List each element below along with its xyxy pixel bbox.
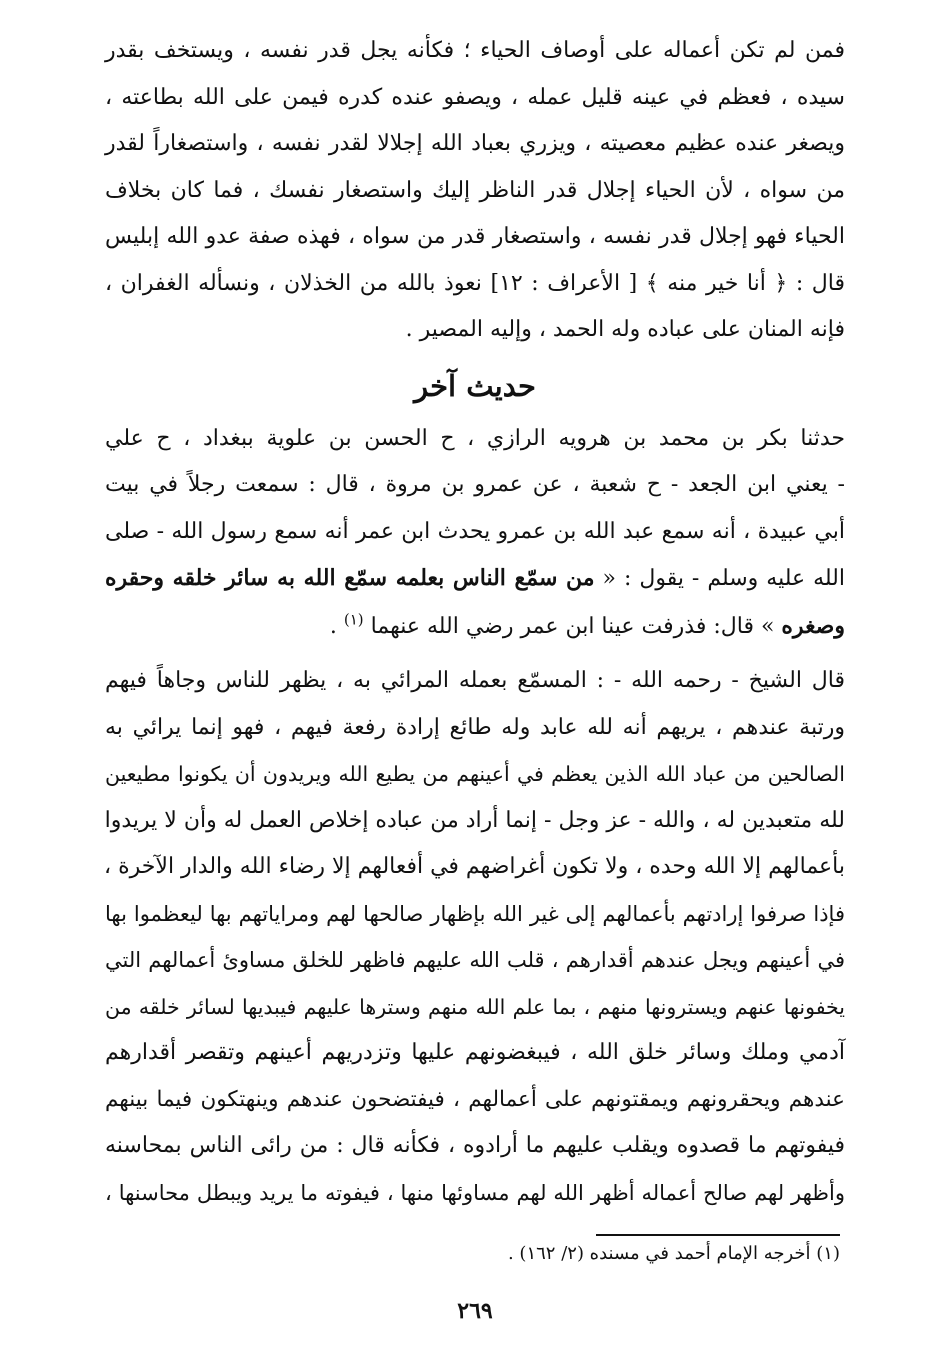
- text-line: سيده ، فعظم في عينه قليل عمله ، ويصفو عنده كدره فيمن على الله بطاعته ،: [105, 84, 845, 110]
- footnote-divider: [596, 1234, 840, 1236]
- text-line: ويصغر عنده عظيم معصيته ، ويزري بعباد الله إجلالا لقدر نفسه ، واستصغاراً لقدر: [105, 131, 845, 156]
- text-line: في أعينهم ويجل عندهم أقدارهم ، قلب الله عليهم فاظهر للخلق مساوئ أعمالهم التي: [105, 948, 845, 972]
- hadith-intro: الله عليه وسلم - يقول : «: [594, 566, 845, 591]
- text-line: [105, 603, 845, 651]
- hadith-text-end: وصغره: [781, 612, 845, 639]
- hadith-text: من سمّع الناس بعلمه سمّع الله به سائر خلقه وحقره: [105, 565, 595, 591]
- paragraph-2: [105, 416, 845, 651]
- text-line: آدمي وملك وسائر خلق الله ، فيبغضونهم عليها وتزدريهم أعينهم وتقصر أقدارهم: [105, 1040, 845, 1065]
- footnote-reference: (١): [343, 610, 364, 629]
- text-line: - يعني ابن الجعد - ح شعبة ، عن عمرو بن مروة ، قال : سمعت رجلاً في بيت: [105, 472, 845, 497]
- text-line: من سواه ، لأن الحياء إجلال قدر الناظر إليك واستصغار نفسك ، فما كان بخلاف: [105, 177, 845, 203]
- section-heading: حديث آخر: [414, 368, 536, 403]
- text-line: الحياء فهو إجلال قدر نفسه ، واستصغار قدر من سواه ، فهذه صفة عدو الله إبليس: [105, 224, 845, 249]
- text-line: فإذا صرفوا إرادتهم بأعمالهم إلى غير الله بإظهار صالحها لهم ومراياتهم بها ليعظموا بها: [105, 901, 845, 926]
- line-end: .: [329, 613, 344, 639]
- page-body: [105, 28, 845, 1216]
- text-line: فيفوتهم ما قصدوه ويقلب عليهم ما أرادوه ، فكأنه قال : من رائى الناس بمحاسنه: [105, 1133, 845, 1158]
- text-line: فإنه المنان على عباده وله الحمد ، وإليه المصير .: [405, 317, 845, 342]
- text-line: قال الشيخ - رحمه الله - : المسمّع بعمله المرائي به ، يظهر للناس وجاهاً فيهم: [105, 668, 845, 693]
- page-number: ٢٦٩: [457, 1298, 493, 1324]
- text-line: ورتبة عندهم ، يريهم أنه لله عابد وله طائع إرادة رفعة فيهم ، فهو إنما يرائي به: [105, 714, 845, 740]
- text-line: وأظهر لهم صالح أعماله أظهر الله لهم مساوئها منها ، فيفوته ما يريد ويبطل محاسنها ،: [105, 1180, 845, 1205]
- text-line: عندهم ويحقرونهم ويمقتونهم على أعمالهم ، فيفتضحون عندهم وينهتكون فيما بينهم: [105, 1086, 845, 1112]
- text-line: الصالحين من عباد الله الذين يعظم في أعينهم من يطيع الله ويريدون أن يكونوا مطيعين: [105, 762, 845, 786]
- text-line: أبي عبيدة ، أنه سمع عبد الله بن عمرو يحدث ابن عمر أنه سمع رسول الله - صلى: [105, 518, 845, 544]
- text-line: لله متعبدين له ، والله - عز وجل - إنما أراد من عباده إخلاص العمل له وأن لا يريدوا: [104, 807, 845, 833]
- text-line: [105, 555, 845, 603]
- footnote: (١) أخرجه الإمام أحمد في مسنده (٢/ ١٦٢) .: [507, 1243, 840, 1264]
- narration-text: » قال: فذرفت عينا ابن عمر رضي الله عنهما: [370, 613, 782, 639]
- text-line: بأعمالهم إلا الله وحده ، ولا تكون أغراضهم في أفعالهم إلا رضاء الله والدار الآخرة ،: [104, 854, 845, 879]
- text-line: قال : ﴿ أنا خير منه ﴾ [ الأعراف : ١٢] نعوذ بالله من الخذلان ، ونسأله الغفران ،: [105, 270, 846, 296]
- text-line: فمن لم تكن أعماله على أوصاف الحياء ؛ فكأنه يجل قدر نفسه ، ويستخف بقدر: [105, 38, 845, 63]
- text-line: حدثنا بكر بن محمد بن هرويه الرازي ، ح الحسن بن علوية ببغداد ، ح علي: [105, 425, 845, 451]
- text-line: يخفونها عنهم ويسترونها منهم ، بما علم الله منهم وسترها عليهم فيبديها لسائر خلقه من: [105, 994, 845, 1019]
- paragraph-3: [105, 658, 845, 1216]
- paragraph-1: [105, 28, 845, 354]
